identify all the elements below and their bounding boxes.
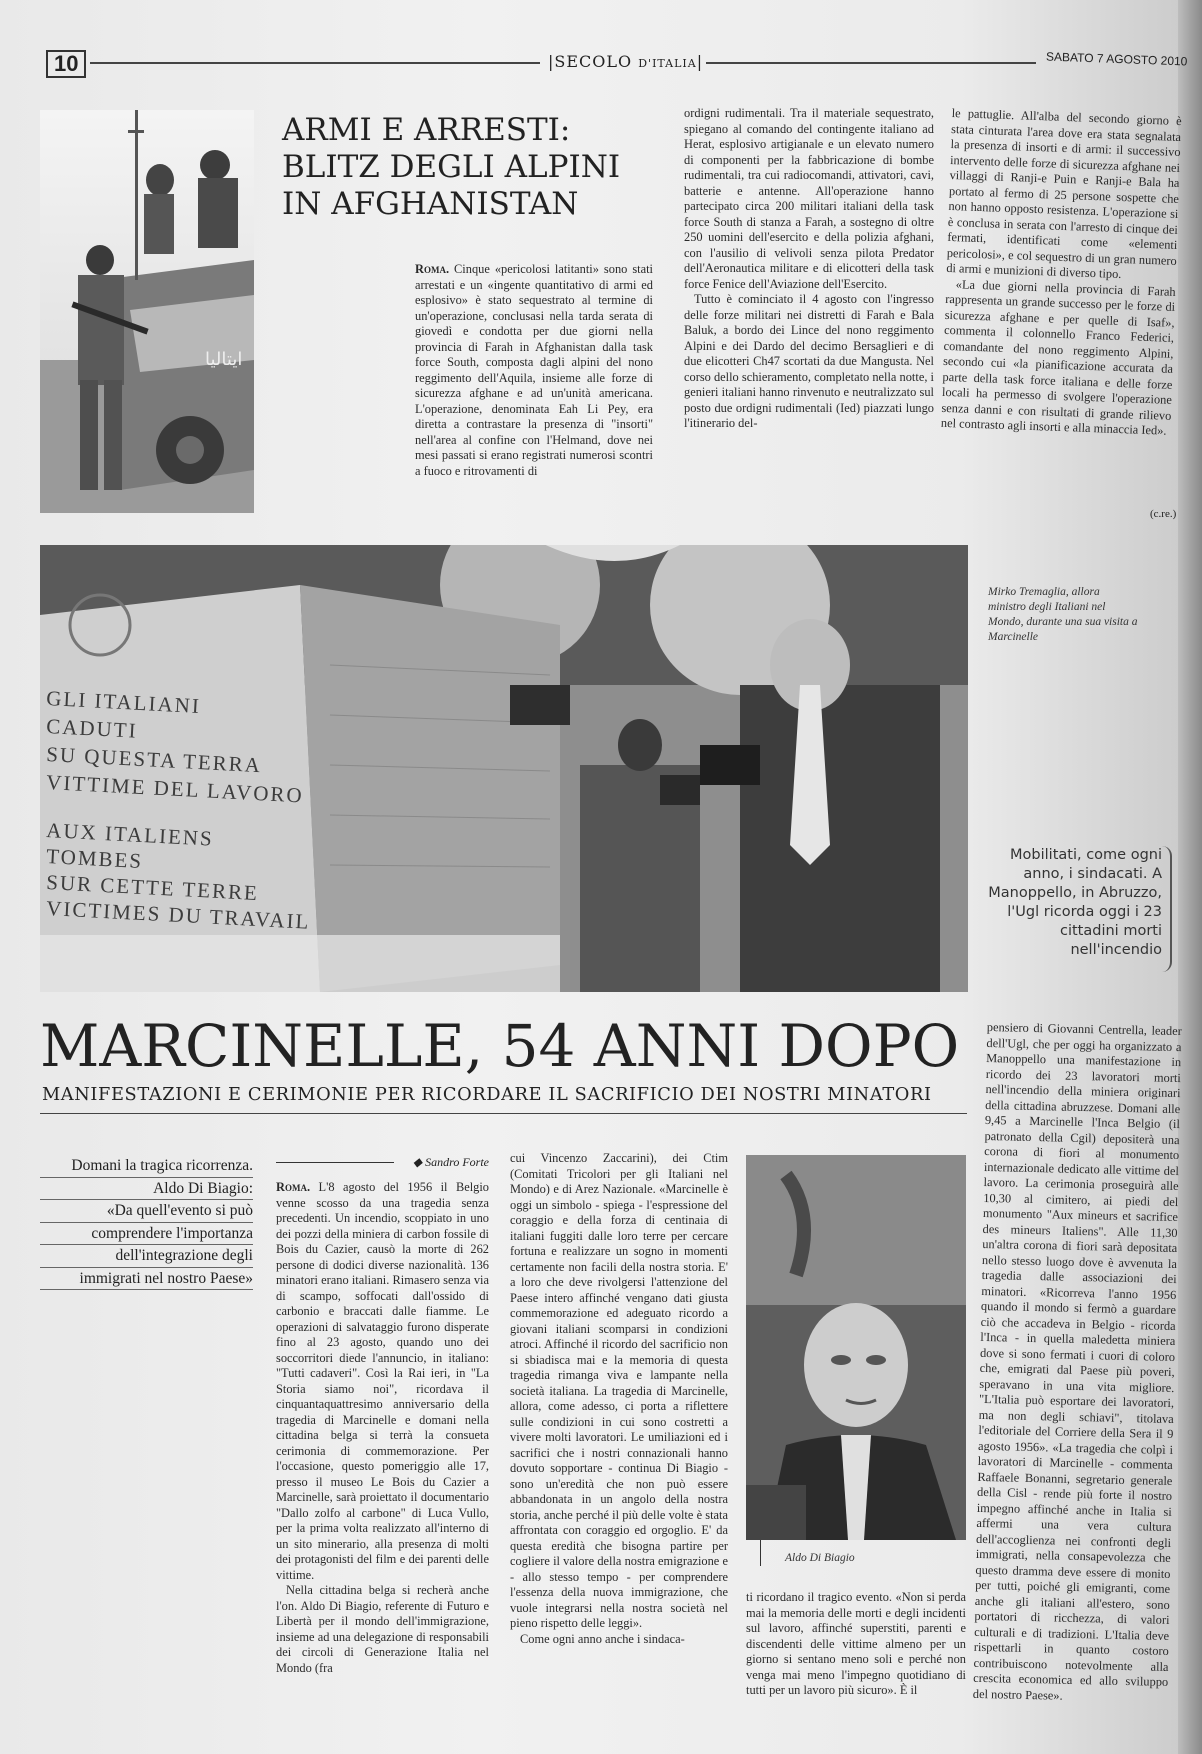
photo-alpini-soldiers bbox=[40, 110, 254, 513]
plaque-line-8: VICTIMES DU TRAVAIL bbox=[45, 896, 311, 934]
article2-col2: cui Vincenzo Zaccarini), dei Ctim (Comitati Tricolori per gli Italiani nel Mondo) e di Arez Nazionale. «Marcinelle è oggi un simbolo - spiega - l'espressione del coraggio e della forza di centinaia di italiani fuggiti dalle loro terre per cercare fortuna e realizzare un sogno in momenti certamente non facili della nostra storia. E' a loro che deve rivolgersi l'attenzione del Paese intero affinché vengano dati giusta commemorazione ed adeguato ricordo a giovani italiani scomparsi in condizioni atroci. Affinché il ricordo del sacrificio non si sbiadisca mai e la memoria di questa tragedia rimanga viva e lampante nella società italiana. La tragedia di Marcinelle, allora, come adesso, ci porta a riflettere sulle condizioni in cui sono costretti a vivere molti lavoratori. Le umiliazioni ed i sacrifici che i nostri connazionali hanno dovuto sopportare - continua Di Biagio - sono un'eredità che non può essere abbandonata in un angolo della nostra storia, anche perché il più delle volte è stata affrontata con coraggio ed orgoglio. E' da questa eredità che bisogna partire per cogliere il valore della nostra emigrazione e - allo stesso tempo - per comprendere l'essenza della nuova immigrazione, che vuole integrarsi nella nostra società nel pieno rispetto delle leggi». Come ogni anno anche i sindaca- bbox=[510, 1151, 728, 1646]
article1-col3: le pattuglie. All'alba del secondo giorno è stata cinturata l'area dove era stata segnalata la presenza di insorti e di armi: il successivo intervento delle forze di sicurezza afghane nei villaggi di Ranji-e Puin e Ranji-e Bala ha portato al fermo di 25 persone sospette che non hanno opposto resistenza. L'operazione si è conclusa in serata con l'arresto di cinque dei fermati, identificati come «elementi pericolosi», e col sequestro di un gran numero di armi e munizioni di diverso tipo. «La due giorni nella provincia di Farah rappresenta un grande successo per le forze di sicurezza afghane e per quelle di Isaf», commenta il colonnello Franco Federici, comandante del nono reggimento Alpini, secondo cui «la pianificazione accurata da parte della task force italiana e delle forze locali ha permesso di svolgere l'operazione senza danni e con risultati di grande rilievo nel contrasto agli insorti e alla minaccia Ied». bbox=[940, 106, 1182, 438]
article2-col4: pensiero di Giovanni Centrella, leader dell'Ugl, che per oggi ha organizzato a Manoppello una manifestazione in ricordo dei 23 lavoratori morti nell'incendio della miniera originari della cittadina abruzzese. Domani alle 9,45 a Marcinelle l'Inca Belgio (il patronato della Cgil) depositerà una corona di fiori al monumento internazionale dedicato alle vittime del lavoro. La cerimonia proseguirà alle 10,30 al cimitero, ai piedi del monumento "Aux mineurs et sacrifice des mineurs Italiens". Alle 11,30 un'altra corona di fiori sarà depositata nello stesso luogo dove è avvenuta la tragedia dalle associazioni dei minatori. «Ricorreva l'anno 1956 quando il mondo si fermò a guardare ciò che accadeva in Belgio - ricorda l'Inca - in quella maledetta miniera dove si sono fermati i cuori di coloro che, emigrati dal Paese più poveri, speravano in una vita migliore. "L'Italia può esportare dei lavoratori, ma non degli schiavi", titolava l'editoriale del Corriere della Sera il 9 agosto 1956». «La tragedia che colpì i lavoratori di Marcinelle - commenta Raffaele Bonanni, segretario generale della Cisl - rende più forte il nostro impegno affinché anche in Italia si affermi una vera cultura dell'accoglienza nei confronti degli immigrati, nella consapevolezza che questo dramma deve essere di monito per tutti, poiché gli emigranti, come anche gli italiani all'estero, sono portatori di ricchezza, di valori culturali e di tradizioni. L'Italia deve rispettarli in quanto costoro contribuiscono notevolmente alla crescita economica ed allo sviluppo del nostro Paese». bbox=[972, 1020, 1182, 1703]
article1-title: ARMI E ARRESTI: BLITZ DEGLI ALPINI IN AFGHANISTAN bbox=[282, 112, 621, 222]
article1-col1: Roma. Cinque «pericolosi latitanti» sono stati arrestati e un «ingente quantitativo di armi ed esplosivo» è stato sequestrato al termine di un'operazione, conclusasi nella tarda serata di giovedì e condotta per due giorni nella provincia di Farah in Afghanistan dalla task force South, composta dagli alpini del nono reggimento dell'Aquila, insieme alle forze di sicurezza afghane e ad un'unità americana. L'operazione, denominata Eah Li Pey, era diretta a contrastare la presenza di "insorti" nell'area al confine con l'Helmand, dove nei mesi passati si erano registrati numerosi scontri a fuoco e ritrovamenti di bbox=[415, 262, 653, 478]
plaque-line-4: VITTIME DEL LAVORO bbox=[45, 770, 305, 808]
plaque-line-2: CADUTI bbox=[45, 714, 139, 743]
article2-title: MARCINELLE, 54 ANNI DOPO bbox=[40, 1012, 960, 1080]
page-number: 10 bbox=[46, 50, 86, 78]
page-fold-shadow bbox=[1178, 0, 1202, 1754]
plaque-line-7: SUR CETTE TERRE bbox=[45, 870, 260, 906]
plaque-line-1: GLI ITALIANI bbox=[45, 686, 202, 719]
pullquote: Mobilitati, come ogni anno, i sindacati. A Manoppello, in Abruzzo, l'Ugl ricorda oggi i 23 cittadini morti nell'incendio bbox=[988, 847, 1162, 958]
photo3-caption: Aldo Di Biagio bbox=[785, 1552, 855, 1564]
vehicle-sign-text: ايتاليا bbox=[205, 349, 243, 370]
article2-sidebar-quote: Domani la tragica ricorrenza. Aldo Di Biagio: «Da quell'evento si può comprendere l'importanza dell'integrazione degli immigrati nel nostro Paese» bbox=[40, 1155, 253, 1290]
plaque-line-3: SU QUESTA TERRA bbox=[45, 742, 263, 778]
header-rule-right bbox=[706, 62, 1036, 64]
pullquote-brace bbox=[1160, 846, 1172, 972]
masthead: |SECOLO D'ITALIA| bbox=[548, 52, 704, 71]
article2-subtitle: MANIFESTAZIONI E CERIMONIE PER RICORDARE IL SACRIFICIO DEI NOSTRI MINATORI bbox=[42, 1084, 932, 1105]
article2-byline: ◆ Sandro Forte bbox=[412, 1155, 489, 1169]
photo-marcinelle-memorial bbox=[40, 545, 968, 992]
article2-col1: Roma. L'8 agosto del 1956 il Belgio venne scosso da una tragedia senza precedenti. Un incendio, scoppiato in uno dei pozzi della miniera di carbon fossile di Bois du Cazier, causò la morte di 262 persone di dodici diverse nazionalità. 136 minatori erano italiani. Rimasero senza via di scampo, soffocati dall'ossido di carbonio e braccati dalle fiamme. Le operazioni di salvataggio furono disperate fino al 23 agosto, quando uno dei soccorritori diede l'annuncio, in italiano: "Tutti cadaveri". Così la Rai ieri, in "La Storia siamo noi", ricordava il cinquantaquattresimo anniversario della tragedia di Marcinelle e domani nella cittadina belga si terrà la consueta cerimonia di commemorazione. Per l'occasione, questo pomeriggio alle 17, presso il museo Le Bois du Cazier a Marcinelle, sarà proiettato il documentario "Dallo zolfo al carbone" di Luca Vullo, per la prima volta realizzato all'interno di un sito minerario, alla presenza di molti dei protagonisti del film e dei parenti delle vittime. Nella cittadina belga si recherà anche l'on. Aldo Di Biagio, referente di Futuro e Libertà per il mondo dell'immigrazione, insieme ad una delegazione di responsabili dei circoli di Generazione Italia nel Mondo (fra bbox=[276, 1180, 489, 1675]
article2-divider bbox=[40, 1113, 967, 1114]
photo2-caption: Mirko Tremaglia, allora ministro degli Italiani nel Mondo, durante una sua visita a Marcinelle bbox=[988, 586, 1138, 643]
article1-col2: ordigni rudimentali. Tra il materiale sequestrato, spiegano al comando del contingente italiano ad Herat, esplosivo artigianale e un elevato numero di componenti per la fabbricazione di bombe rudimentali, tra cui radiocomandi, attivatori, cavi, batterie e antenne. All'operazione hanno partecipato circa 200 militari italiani della task force South di stanza a Farah, a sostegno di oltre 250 uomini dell'esercito e della polizia afghani, con l'ausilio di velivoli senza pilota Predator dell'Aeronautica militare e di elicotteri della task force Fenice dell'Aviazione dell'Esercito. Tutto è cominciato il 4 agosto con l'ingresso delle forze militari nei distretti di Farah e Bala Baluk, a bordo dei Lince del nono reggimento Alpini e dei Dardo del decimo Bersaglieri e di due elicotteri Ch47 scortati da due Mangusta. Nel corso dello schieramento, completato nella notte, i genieri italiani hanno rinvenuto e neutralizzato sul posto due ordigni rudimentali (Ied) piazzati lungo l'itinerario del- bbox=[684, 106, 934, 430]
issue-date: SABATO 7 AGOSTO 2010 bbox=[1045, 49, 1188, 69]
photo3-caption-rule bbox=[760, 1540, 761, 1566]
plaque-line-5: AUX ITALIENS bbox=[45, 818, 215, 851]
article2-col3: ti ricordano il tragico evento. «Non si perda mai la memoria delle morti e degli incidenti sul lavoro, affinché superstiti, parenti e discendenti delle vittime almeno per un giorno si sentano meno soli e perché non venga mai meno l'impegno quotidiano di tutti per un lavoro più sicuro». È il bbox=[746, 1590, 966, 1697]
plaque-line-6: TOMBES bbox=[45, 844, 144, 874]
header-rule-left bbox=[90, 62, 540, 64]
article1-signature: (c.re.) bbox=[1150, 508, 1177, 520]
photo-aldo-di-biagio bbox=[746, 1155, 966, 1540]
